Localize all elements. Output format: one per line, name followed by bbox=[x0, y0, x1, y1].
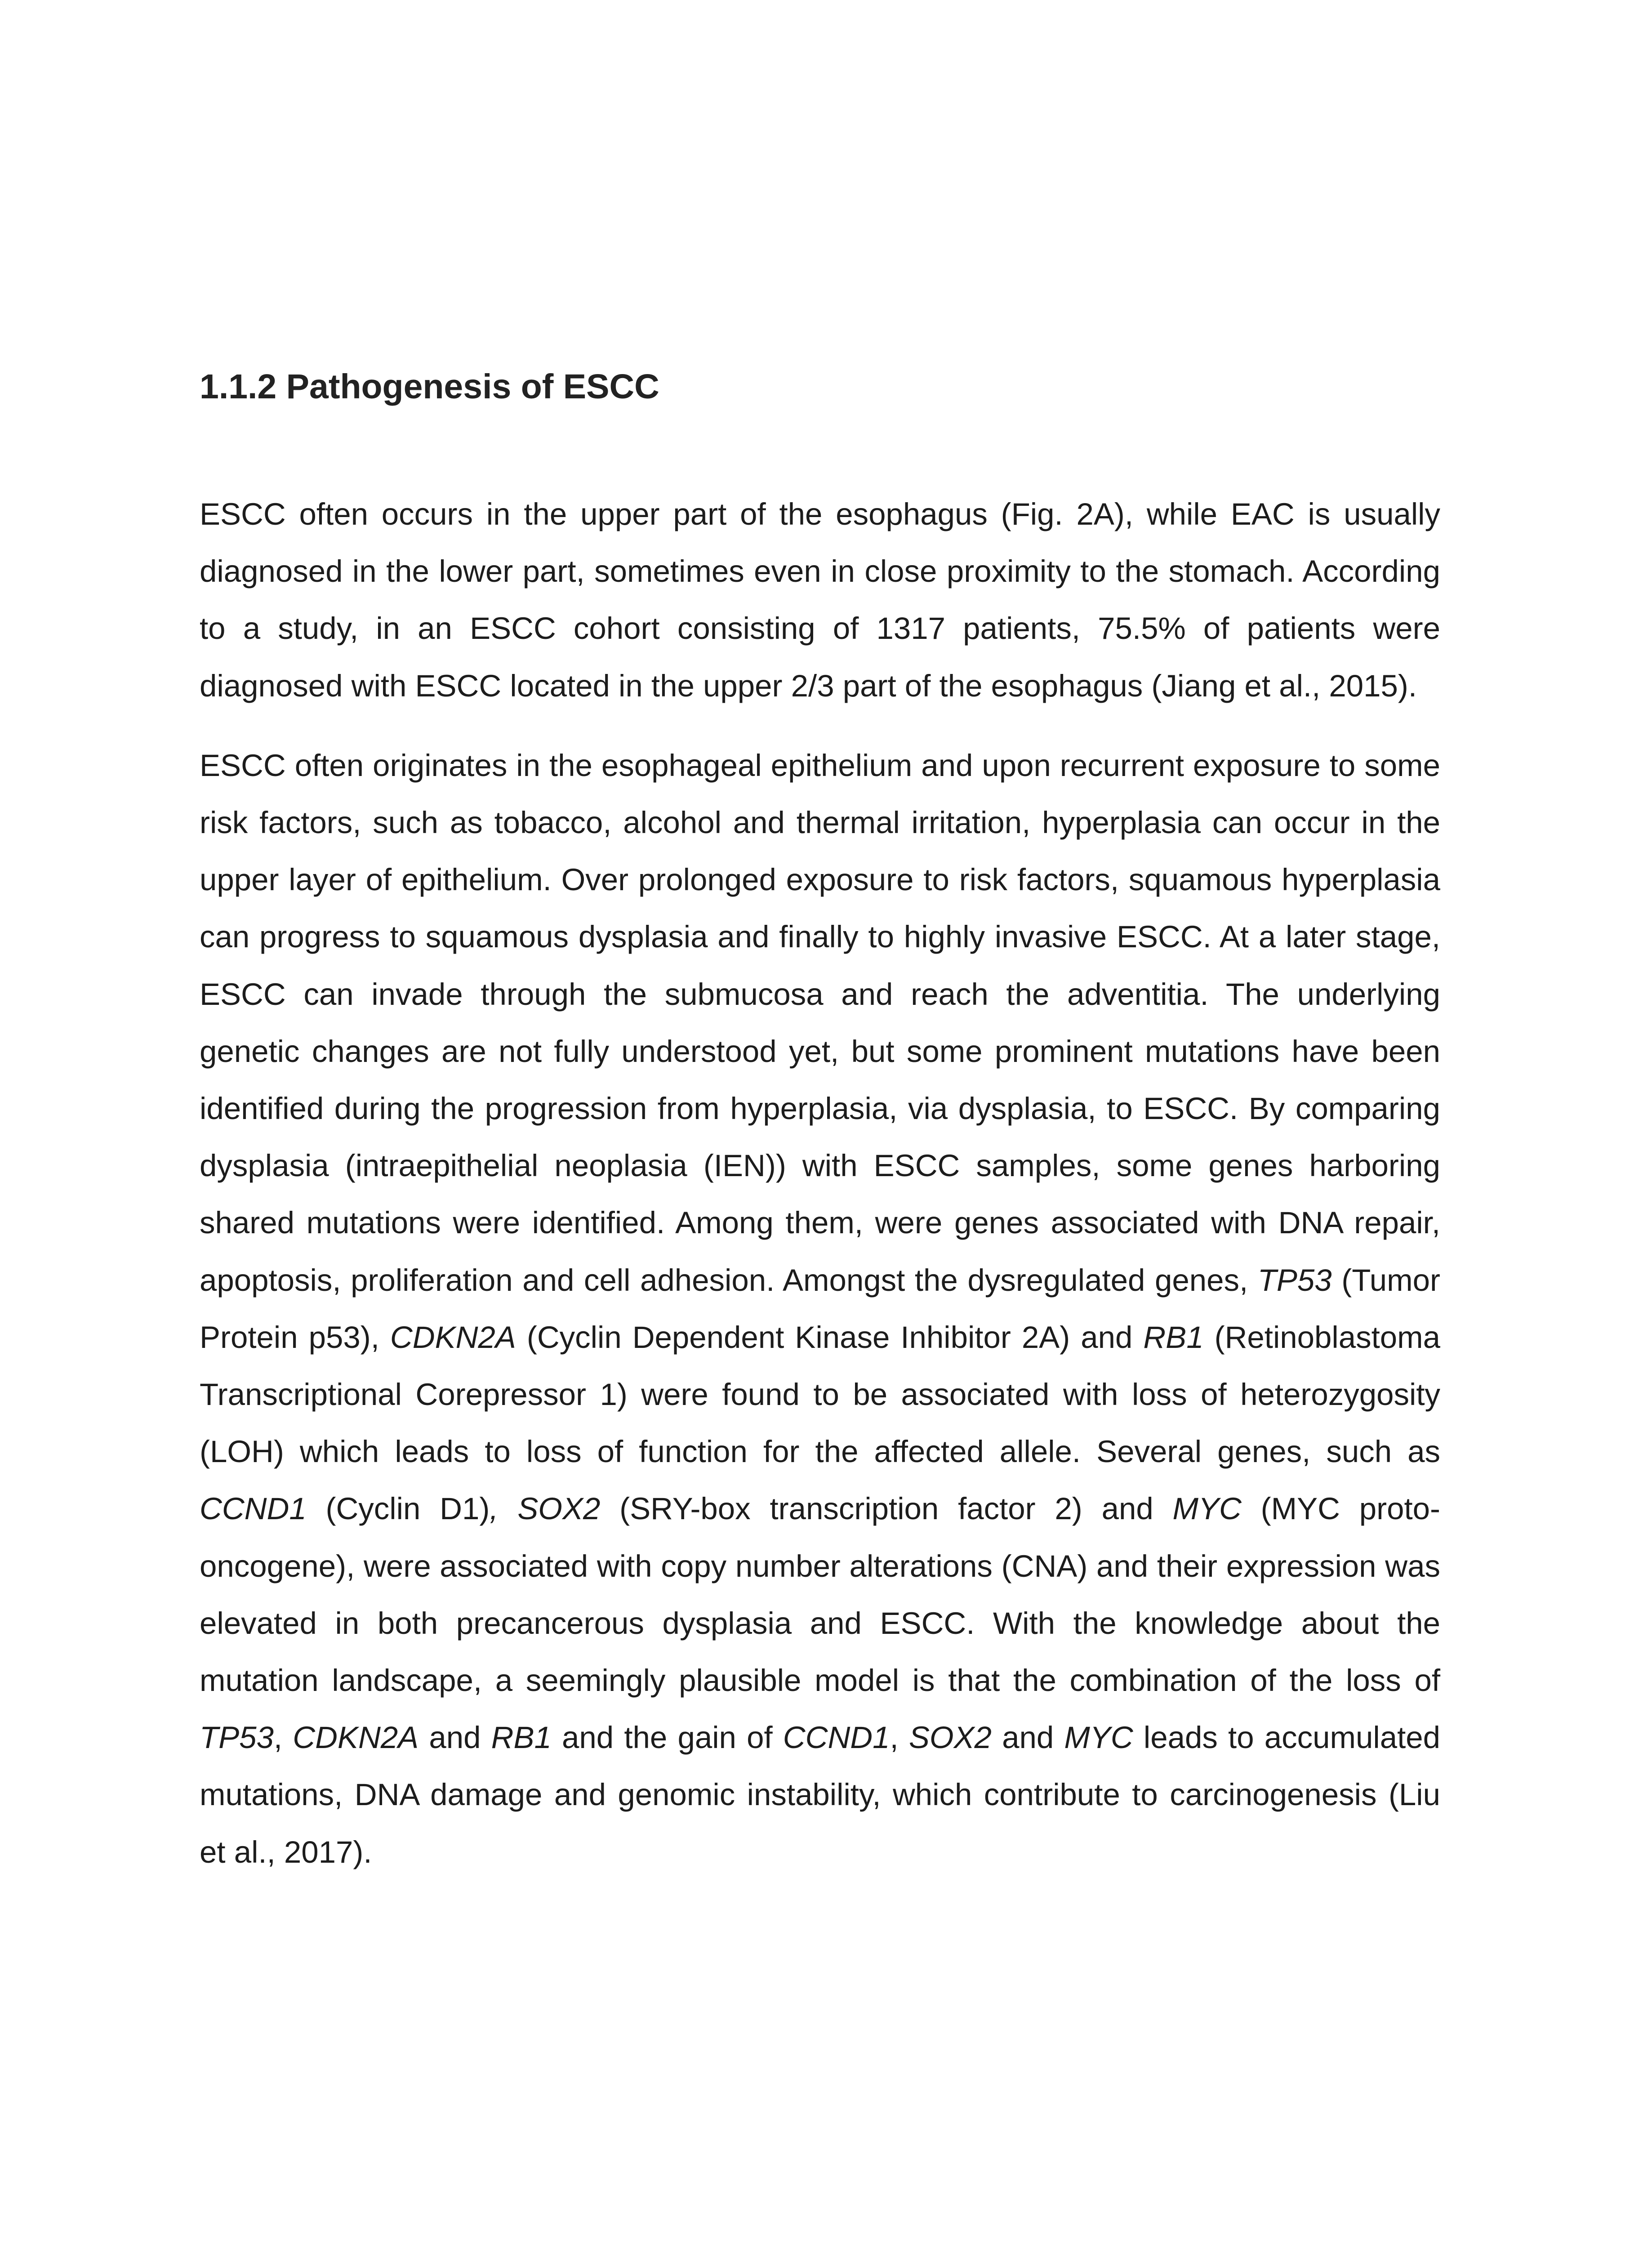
gene-name-tp53: TP53 bbox=[1257, 1262, 1332, 1298]
gene-name-cdkn2a: CDKN2A bbox=[390, 1320, 516, 1355]
gene-name-cdkn2a: CDKN2A bbox=[293, 1720, 419, 1755]
text-run: and the gain of bbox=[551, 1720, 783, 1755]
page-content bbox=[200, 355, 1440, 1881]
paragraph-esophagus-location: ESCC often occurs in the upper part of the esophagus (Fig. 2A), while EAC is usually diagnosed in the lower part, sometimes even in close proximity to the stomach. According to a study, in an ESCC cohort consisting of 1317 patients, 75.5% of patients were diagnosed with ESCC located in the upper 2/3 part of the esophagus (Jiang et al., 2015). bbox=[200, 497, 1440, 703]
gene-name-sox2: , SOX2 bbox=[490, 1491, 601, 1526]
gene-name-ccnd1: CCND1 bbox=[200, 1491, 307, 1526]
text-run: (Cyclin Dependent Kinase Inhibitor 2A) and bbox=[516, 1320, 1144, 1355]
text-run: (Retinoblastoma Transcriptional Corepressor 1) were found to be associated with loss of heterozygosity (LOH) which leads to loss of function for the affected allele. Several genes, such as bbox=[200, 1320, 1440, 1469]
gene-name-myc: MYC bbox=[1172, 1491, 1242, 1526]
text-run: ESCC often originates in the esophageal epithelium and upon recurrent exposure to some risk factors, such as tobacco, alcohol and thermal irritation, hyperplasia can occur in the upper layer of epithelium. Over prolonged exposure to risk factors, squamous hyperplasia can progress to squamous dysplasia and finally to highly invasive ESCC. At a later stage, ESCC can invade through the submucosa and reach the adventitia. The underlying genetic changes are not fully understood yet, but some prominent mutations have been identified during the progression from hyperplasia, via dysplasia, to ESCC. By comparing dysplasia (intraepithelial neoplasia (IEN)) with ESCC samples, some genes harboring shared mutations were identified. Among them, were genes associated with DNA repair, apoptosis, proliferation and cell adhesion. Amongst the dysregulated genes, bbox=[200, 748, 1440, 1298]
text-run: (MYC proto-oncogene), were associated with copy number alterations (CNA) and their expression was elevated in both precancerous dysplasia and ESCC. With the knowledge about the mutation landscape, a seemingly plausible model is that the combination of the loss of bbox=[200, 1491, 1440, 1698]
gene-name-rb1: RB1 bbox=[491, 1720, 552, 1755]
text-run: , bbox=[273, 1720, 293, 1755]
text-run: , bbox=[890, 1720, 909, 1755]
text-run: (Tumor Protein p53), bbox=[200, 1262, 1440, 1355]
text-run: and bbox=[991, 1720, 1064, 1755]
text-run: (Cyclin D1) bbox=[306, 1491, 490, 1526]
text-run: (SRY-box transcription factor 2) and bbox=[600, 1491, 1173, 1526]
section-heading: 1.1.2 Pathogenesis of ESCC bbox=[200, 367, 659, 406]
paragraph-escc-progression bbox=[200, 737, 1440, 1881]
gene-name-myc: MYC bbox=[1064, 1720, 1133, 1755]
gene-name-ccnd1: CCND1 bbox=[783, 1720, 890, 1755]
gene-name-sox2: SOX2 bbox=[908, 1720, 992, 1755]
gene-name-rb1: RB1 bbox=[1143, 1320, 1204, 1355]
text-run: leads to accumulated mutations, DNA damage and genomic instability, which contribute to carcinogenesis (Liu et al., 2017). bbox=[200, 1720, 1440, 1869]
gene-name-tp53: TP53 bbox=[200, 1720, 274, 1755]
text-run: and bbox=[419, 1720, 491, 1755]
